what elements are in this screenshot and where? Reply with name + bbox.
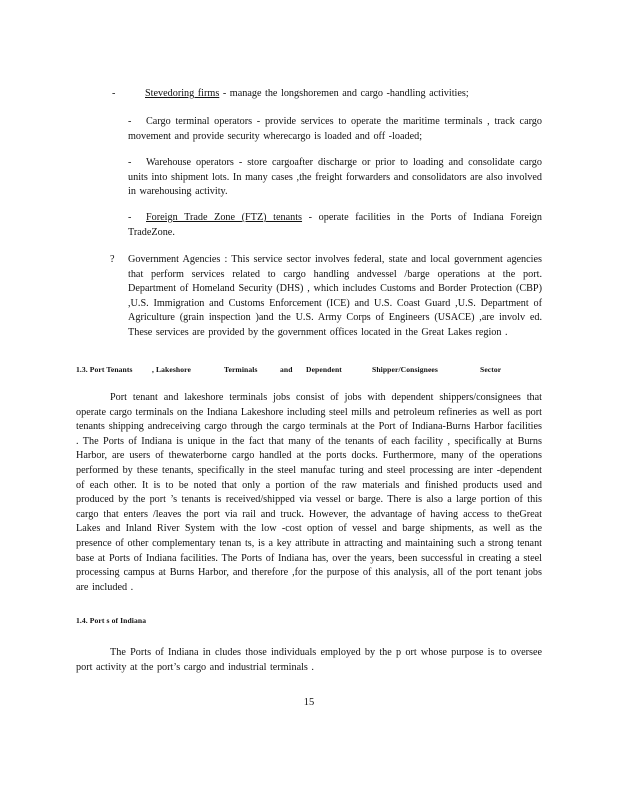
bullet-ftz xyxy=(128,211,542,240)
bullet-government: Government Agencies : This service sector involves federal, state and local government agencies that perform services related to cargo handling andvessel /barge operations at the port. Department of Homeland Security (DHS) , which includes Customs and Border Protection (CBP) ,U.S. Immigration and Customs Enforcement (ICE) and U.S. Coast Guard ,U.S. Department of Agriculture (grain inspection )and the U.S. Army Corps of Engineers (USACE) ,are involv ed. These services are provided by the government offices located in the Great Lakes region . xyxy=(128,254,542,338)
section-1-3-paragraph: Port tenant and lakeshore terminals jobs consist of jobs with dependent shippers/consignees that operate cargo terminals on the Indiana Lakeshore including steel mills and petroleum refineries as well as port tenants shipping andreceiving cargo through the cargo terminals at the Port of Indiana-Burns Harbor facilities . The Ports of Indiana is unique in the fact that many of the tenants of each facility , specifically at Burns Harbor, are users of thewaterborne cargo handled at the ports docks. Furthermore, many of the operations performed by these tenants, specifically in the steel manufac turing and steel processing are inter -dependent of each other. It is to be noted that only a portion of the raw materials and finished products used and produced by the port ’s tenants is received/shipped via vessel or barge. There is also a large portion of this cargo that enters /leaves the port via rail and truck. However, the advantage of having access to theGreat Lakes and Inland River System with the low -cost option of vessel and barge shipments, as well as the presence of other complementary tenan ts, is a key attribute in attracting and maintaining such a strong tenant base at Ports of Indiana facilities. The Ports of Indiana has, over the years, been successful in creating a steel processing campus at Burns Harbor, and therefore ,for the purpose of this analysis, all of the port tenant jobs are included . xyxy=(76,392,542,593)
section-1-4-paragraph: The Ports of Indiana in cludes those individuals employed by the p ort whose purpose is to oversee port activity at the port’s cargo and industrial terminals . xyxy=(76,647,542,673)
bullet-marker: - xyxy=(112,88,116,99)
heading-part: Dependent xyxy=(306,365,342,374)
section-heading-1-4: 1.4. Port s of Indiana xyxy=(76,616,147,625)
heading-part: Shipper/Consignees xyxy=(372,365,438,374)
bullet-term: Stevedoring firms xyxy=(145,88,220,99)
bullet-text: - operate facilities in the Ports of Indiana Foreign TradeZone. xyxy=(128,212,542,238)
heading-part: and xyxy=(280,365,293,374)
bullet-marker: - xyxy=(128,212,132,223)
bullet-cargo-terminal: Cargo terminal operators - provide services to operate the maritime terminals , track cargo movement and provide security wherecargo is loaded and off -loaded; xyxy=(128,116,542,142)
bullet-text: - manage the longshoremen and cargo -handling activities; xyxy=(219,88,469,99)
bullet-marker: ? xyxy=(110,254,115,265)
bullet-stevedoring xyxy=(145,87,545,102)
heading-part: Terminals xyxy=(224,365,258,374)
page-number: 15 xyxy=(303,697,315,708)
section-heading-1-3 xyxy=(76,365,501,374)
heading-part: 1.3. Port Tenants xyxy=(76,365,133,374)
heading-part: , Lakeshore xyxy=(152,365,191,374)
bullet-term: Foreign Trade Zone (FTZ) tenants xyxy=(146,212,303,223)
heading-part: Sector xyxy=(480,365,502,374)
bullet-marker: - xyxy=(128,116,132,127)
bullet-warehouse: Warehouse operators - store cargoafter discharge or prior to loading and consolidate cargo units into shipment lots. In many cases ,the freight forwarders and consolidators are also involved in warehousing activity. xyxy=(128,157,542,198)
bullet-marker: - xyxy=(128,157,132,168)
